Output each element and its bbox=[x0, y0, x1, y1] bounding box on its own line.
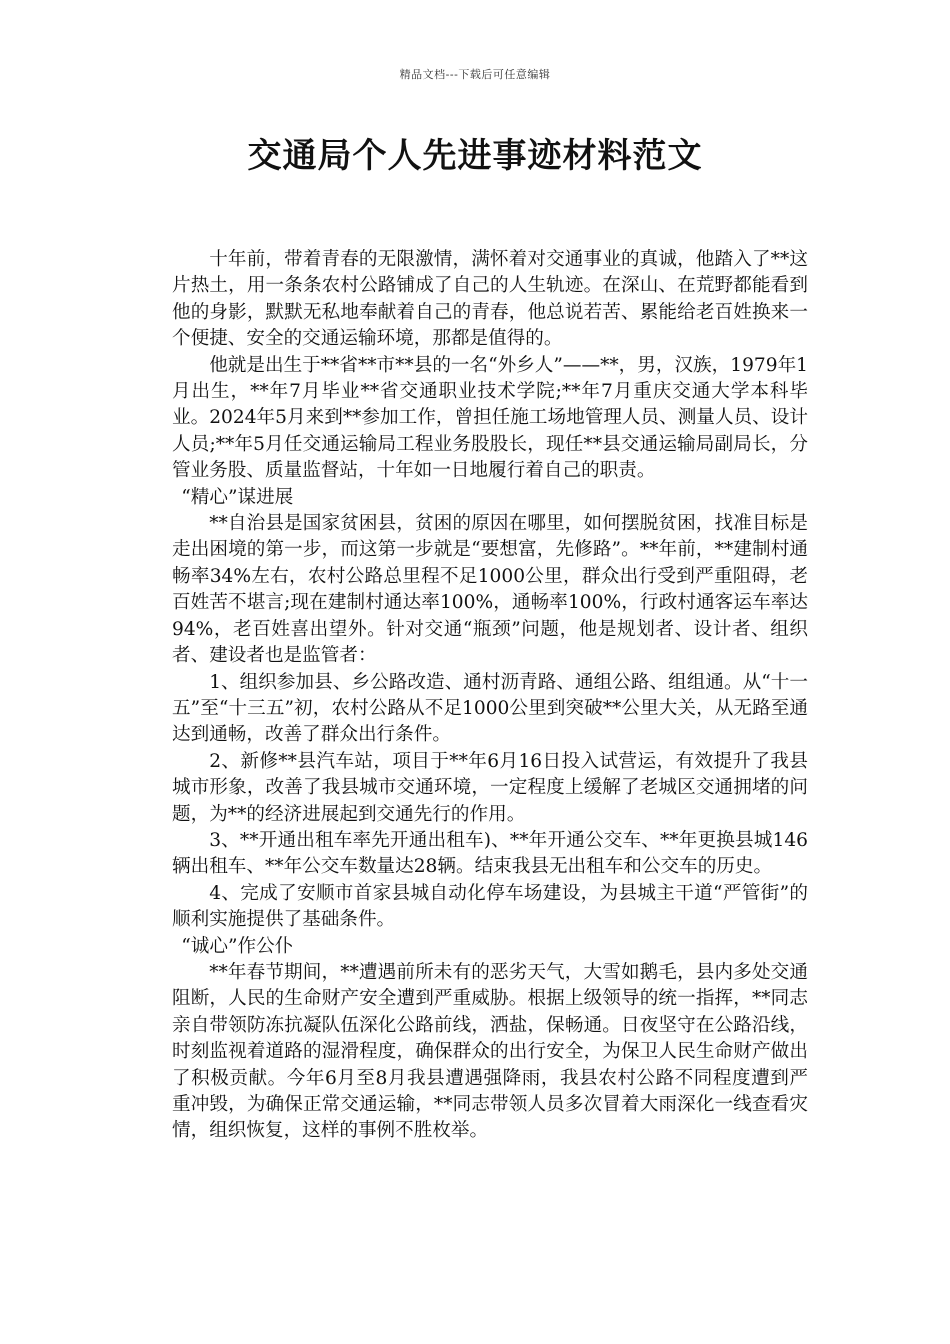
document-body bbox=[172, 247, 808, 1145]
paragraph-item-2: 2、新修**县汽车站，项目于**年6月16日投入试营运，有效提升了我县城市形象，改善了我县城市交通环境，一定程度上缓解了老城区交通拥堵的问题，为**的经济进展起到交通先行的作用。 bbox=[172, 750, 808, 825]
paragraph-item-1: 1、组织参加县、乡公路改造、通村沥青路、通组公路、组组通。从“十一五”至“十三五”初，农村公路从不足1000公里到突破**公里大关，从无路至通达到通畅，改善了群众出行条件。 bbox=[172, 671, 808, 746]
paragraph-biography: 他就是出生于**省**市**县的一名“外乡人”——**，男，汉族，1979年1月出生，**年7月毕业**省交通职业技术学院;**年7月重庆交通大学本科毕业。2024年5月来到**参加工作，曾担任施工场地管理人员、测量人员、设计人员;**年5月任交通运输局工程业务股股长，现任**县交通运输局副局长，分管业务股、质量监督站，十年如一日地履行着自己的职责。 bbox=[172, 354, 808, 482]
paragraph-intro: 十年前，带着青春的无限激情，满怀着对交通事业的真诚，他踏入了**这片热土，用一条条农村公路铺成了自己的人生轨迹。在深山、在荒野都能看到他的身影，默默无私地奉献着自己的青春，他总说若苦、累能给老百姓换来一个便捷、安全的交通运输环境，那都是值得的。 bbox=[172, 249, 808, 350]
header-note: 精品文档---下载后可任意编辑 bbox=[399, 68, 551, 81]
paragraph-item-3: 3、**开通出租车率先开通出租车)、**年开通公交车、**年更换县城146辆出租车、**年公交车数量达28辆。结束我县无出租车和公交车的历史。 bbox=[172, 829, 808, 878]
document-title: 交通局个人先进事迹材料范文 bbox=[247, 136, 703, 176]
paragraph-poverty: **自治县是国家贫困县，贫困的原因在哪里，如何摆脱贫困，找准目标是走出困境的第一步，而这第一步就是“要想富，先修路”。**年前，**建制村通畅率34%左右，农村公路总里程不足1000公里，群众出行受到严重阻碍，老百姓苦不堪言;现在建制村通达率100%，通畅率100%，行政村通客运车率达94%，老百姓喜出望外。针对交通“瓶颈”问题，他是规划者、设计者、组织者、建设者也是监管者： bbox=[172, 513, 808, 667]
section-heading-chengxin: “诚心”作公仆 bbox=[181, 935, 294, 957]
paragraph-service: **年春节期间，**遭遇前所未有的恶劣天气，大雪如鹅毛，县内多处交通阻断，人民的生命财产安全遭到严重威胁。根据上级领导的统一指挥，**同志亲自带领防冻抗凝队伍深化公路前线，洒盐，保畅通。日夜坚守在公路沿线，时刻监视着道路的湿滑程度，确保群众的出行安全，为保卫人民生命财产做出了积极贡献。今年6月至8月我县遭遇强降雨，我县农村公路不同程度遭到严重冲毁，为确保正常交通运输，**同志带领人员多次冒着大雨深化一线查看灾情，组织恢复，这样的事例不胜枚举。 bbox=[172, 961, 808, 1142]
paragraph-item-4: 4、完成了安顺市首家县城自动化停车场建设，为县城主干道“严管街”的顺利实施提供了基础条件。 bbox=[172, 882, 808, 931]
section-heading-jingxin: “精心”谋进展 bbox=[181, 486, 294, 508]
